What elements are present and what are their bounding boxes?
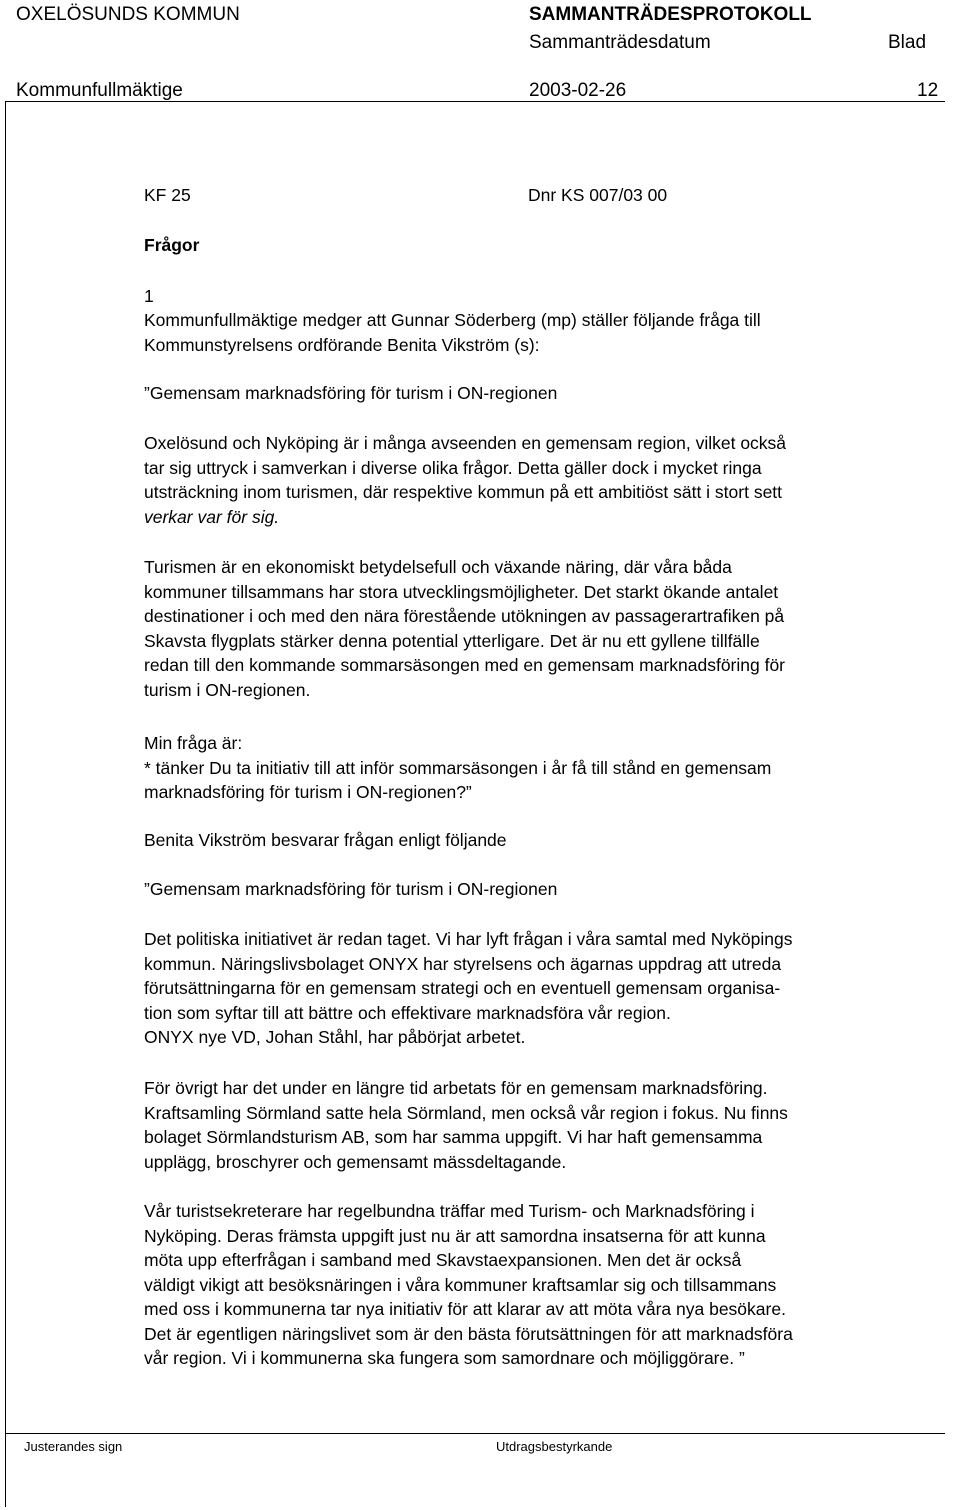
text-line: upplägg, broschyrer och gemensamt mässdeltagande. <box>144 1151 567 1172</box>
text-line: utsträckning inom turismen, där respektive kommun på ett ambitiöst sätt i stort sett <box>144 482 783 502</box>
meeting-date: 2003-02-26 <box>529 80 627 101</box>
section-title: Frågor <box>144 235 200 255</box>
page-label: Blad <box>888 32 927 53</box>
text-line: tar sig uttryck i samverkan i diverse olika frågor. Detta gäller dock i mycket ringa <box>144 457 762 478</box>
text-line: redan till den kommande sommarsäsongen med en gemensam marknadsföring för <box>144 655 786 675</box>
signature-label: Justerandes sign <box>24 1439 123 1454</box>
answer-heading: ”Gemensam marknadsföring för turism i ON-regionen <box>144 879 558 899</box>
text-line: kommun. Näringslivsbolaget ONYX har styrelsens och ägarnas uppdrag att utreda <box>144 953 782 974</box>
question-paragraph-1 <box>144 431 786 529</box>
document-type: SAMMANTRÄDESPROTOKOLL <box>529 4 812 25</box>
text-line: marknadsföring för turism i ON-regionen?” <box>144 782 472 802</box>
municipality-name: OXELÖSUNDS KOMMUN <box>16 4 240 25</box>
question-heading: ”Gemensam marknadsföring för turism i ON-regionen <box>144 383 558 403</box>
text-line: med oss i kommunerna tar nya initiativ för att klarar av att möta våra nya besökare. <box>144 1299 786 1319</box>
case-paragraph: KF 25 <box>144 185 191 205</box>
left-margin-line <box>5 101 6 1507</box>
text-line: Skavsta flygplats stärker denna potential ytterligare. Det är nu ett gyllene tillfälle <box>144 630 760 651</box>
text-line: Kraftsamling Sörmland satte hela Sörmland, men också vår region i fokus. Nu finns <box>144 1102 788 1123</box>
text-line: Turismen är en ekonomiskt betydelsefull och växande näring, där våra båda <box>144 557 732 577</box>
case-dnr: Dnr KS 007/03 00 <box>528 185 668 205</box>
text-line: ONYX nye VD, Johan Ståhl, har påbörjat arbetet. <box>144 1027 526 1047</box>
text-line: * tänker Du ta initiativ till att inför sommarsäsongen i år få till stånd en gemensam <box>144 757 772 778</box>
text-line: Min fråga är: <box>144 733 243 753</box>
text-line: Nyköping. Deras främsta uppgift just nu är att samordna insatserna för att kunna <box>144 1225 766 1246</box>
text-line: destinationer i och med den nära förestående utökningen av passagerartrafiken på <box>144 606 785 626</box>
intro-paragraph <box>144 308 761 357</box>
answer-intro: Benita Vikström besvarar frågan enligt följande <box>144 830 507 850</box>
meeting-body: Kommunfullmäktige <box>16 80 183 101</box>
text-line: förutsättningarna för en gemensam strategi och en eventuell gemensam organisa- <box>144 978 781 998</box>
header-divider <box>5 101 945 102</box>
text-line: Det politiska initiativet är redan taget. Vi har lyft frågan i våra samtal med Nyköpings <box>144 929 793 949</box>
footer-divider <box>5 1433 945 1434</box>
text-line: bolaget Sörmlandsturism AB, som har samma uppgift. Vi har haft gemensamma <box>144 1127 763 1147</box>
date-label: Sammanträdesdatum <box>529 32 711 53</box>
answer-paragraph-2 <box>144 1076 788 1174</box>
text-line: verkar var för sig. <box>144 506 280 527</box>
page-number: 12 <box>917 80 939 101</box>
text-line: För övrigt har det under en längre tid arbetats för en gemensam marknadsföring. <box>144 1078 768 1098</box>
extract-certification-label: Utdragsbestyrkande <box>496 1439 613 1454</box>
text-line: Det är egentligen näringslivet som är den bästa förutsättningen för att marknadsföra <box>144 1323 793 1344</box>
text-line: tion som syftar till att bättre och effektivare marknadsföra vår region. <box>144 1002 671 1023</box>
text-line: turism i ON-regionen. <box>144 679 311 700</box>
question-text <box>144 731 771 805</box>
answer-paragraph-1 <box>144 927 792 1050</box>
text-line: kommuner tillsammans har stora utvecklingsmöjligheter. Det starkt ökande antalet <box>144 581 779 602</box>
text-line: möta upp efterfrågan i samband med Skavstaexpansionen. Men det är också <box>144 1250 742 1270</box>
answer-paragraph-3 <box>144 1199 793 1371</box>
text-line: Vår turistsekreterare har regelbundna träffar med Turism- och Marknadsföring i <box>144 1201 755 1221</box>
text-line: Kommunfullmäktige medger att Gunnar Söderberg (mp) ställer följande fråga till <box>144 310 761 330</box>
question-paragraph-2 <box>144 555 785 702</box>
text-line: Kommunstyrelsens ordförande Benita Vikström (s): <box>144 334 540 355</box>
text-line: Oxelösund och Nyköping är i många avseenden en gemensam region, vilket också <box>144 433 787 453</box>
text-line: väldigt vikigt att besöksnäringen i våra kommuner kraftsamlar sig och tillsammans <box>144 1274 777 1295</box>
text-line: vår region. Vi i kommunerna ska fungera som samordnare och möjliggörare. ” <box>144 1348 745 1368</box>
section-number: 1 <box>144 286 154 306</box>
